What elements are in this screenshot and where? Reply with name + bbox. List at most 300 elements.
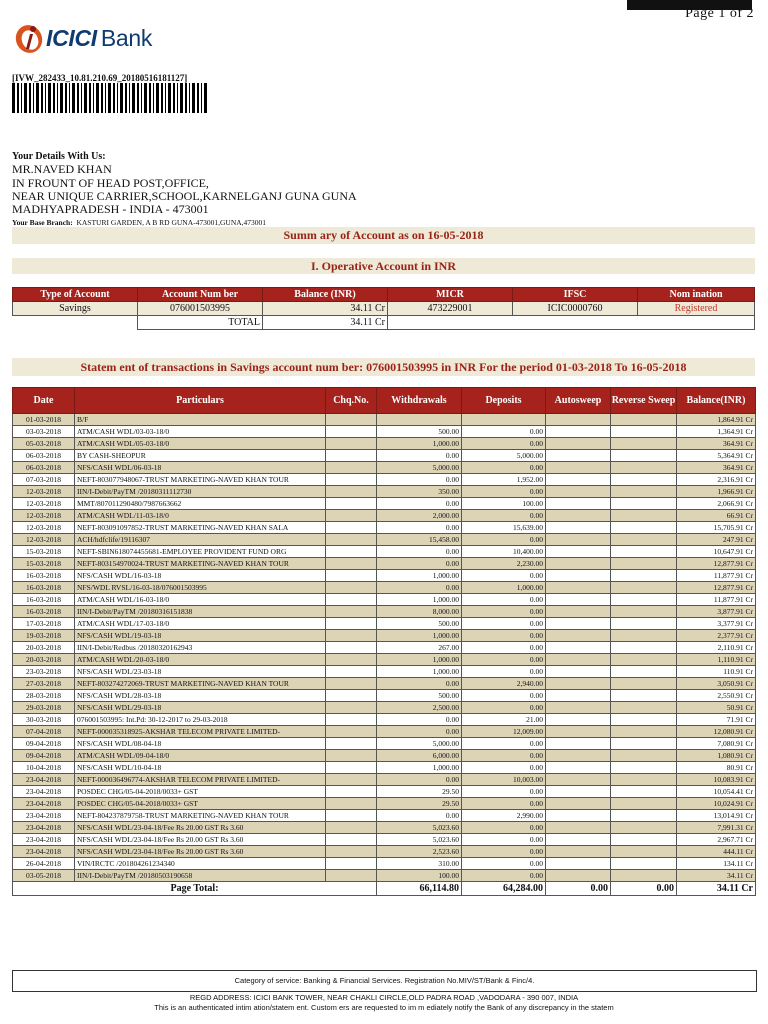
- tx-autosweep: [546, 810, 611, 822]
- tx-particulars: NFS/CASH WDL/16-03-18: [75, 570, 326, 582]
- page-total-balance: 34.11 Cr: [677, 882, 756, 896]
- account-total-label: TOTAL: [138, 316, 263, 330]
- tx-header-chq: Chq.No.: [326, 388, 377, 414]
- tx-withdrawal: 0.00: [377, 558, 462, 570]
- tx-chq: [326, 546, 377, 558]
- base-branch-label: Your Base Branch:: [12, 218, 73, 228]
- tx-withdrawal: 1,000.00: [377, 630, 462, 642]
- tx-autosweep: [546, 498, 611, 510]
- customer-address-line-1: IN FROUNT OF HEAD POST,OFFICE,: [12, 175, 209, 190]
- tx-balance: 1,110.91 Cr: [677, 654, 756, 666]
- tx-reverse-sweep: [611, 858, 677, 870]
- tx-chq: [326, 570, 377, 582]
- tx-particulars: ATM/CASH WDL/17-03-18/0: [75, 618, 326, 630]
- tx-particulars: NFS/WDL RVSL/16-03-18/076001503995: [75, 582, 326, 594]
- barcode-bar: [137, 83, 139, 113]
- account-nomination: Registered: [638, 302, 755, 316]
- barcode-bar: [180, 83, 183, 113]
- tx-chq: [326, 714, 377, 726]
- tx-particulars: VIN/IRCTC /201804261234340: [75, 858, 326, 870]
- tx-date: 20-03-2018: [13, 642, 75, 654]
- barcode-bar: [108, 83, 111, 113]
- account-header-cell: IFSC: [513, 288, 638, 302]
- tx-balance: 12,877.91 Cr: [677, 558, 756, 570]
- account-total-row: [13, 316, 755, 330]
- tx-particulars: NFS/CASH WDL/19-03-18: [75, 630, 326, 642]
- tx-particulars: NFS/CASH WDL/10-04-18: [75, 762, 326, 774]
- table-row: [13, 690, 756, 702]
- tx-particulars: ATM/CASH WDL/16-03-18/0: [75, 594, 326, 606]
- tx-reverse-sweep: [611, 762, 677, 774]
- tx-reverse-sweep: [611, 666, 677, 678]
- tx-deposit: 0.00: [462, 594, 546, 606]
- tx-particulars: NEFT-803154970024-TRUST MARKETING-NAVED KHAN TOUR: [75, 558, 326, 570]
- tx-date: 27-03-2018: [13, 678, 75, 690]
- tx-chq: [326, 534, 377, 546]
- tx-reverse-sweep: [611, 630, 677, 642]
- tx-particulars: NFS/CASH WDL/23-03-18: [75, 666, 326, 678]
- tx-reverse-sweep: [611, 474, 677, 486]
- tx-deposit: 2,990.00: [462, 810, 546, 822]
- tx-reverse-sweep: [611, 810, 677, 822]
- tx-autosweep: [546, 666, 611, 678]
- tx-withdrawal: 5,023.60: [377, 822, 462, 834]
- tx-withdrawal: 8,000.00: [377, 606, 462, 618]
- tx-autosweep: [546, 534, 611, 546]
- tx-chq: [326, 786, 377, 798]
- tx-autosweep: [546, 678, 611, 690]
- barcode-bar: [185, 83, 187, 113]
- tx-deposit: 0.00: [462, 834, 546, 846]
- tx-chq: [326, 858, 377, 870]
- table-row: [13, 750, 756, 762]
- tx-withdrawal: 5,000.00: [377, 738, 462, 750]
- tx-particulars: POSDEC CHG/05-04-2018/0033+ GST: [75, 798, 326, 810]
- table-row: [13, 486, 756, 498]
- tx-date: 07-03-2018: [13, 474, 75, 486]
- table-row: [13, 738, 756, 750]
- tx-deposit: 0.00: [462, 870, 546, 882]
- tx-balance: 10,647.91 Cr: [677, 546, 756, 558]
- tx-deposit: 0.00: [462, 618, 546, 630]
- tx-withdrawal: 0.00: [377, 450, 462, 462]
- tx-autosweep: [546, 702, 611, 714]
- barcode-bar: [173, 83, 175, 113]
- tx-date: 15-03-2018: [13, 546, 75, 558]
- tx-deposit: 1,000.00: [462, 582, 546, 594]
- tx-header-deposits: Deposits: [462, 388, 546, 414]
- tx-date: 12-03-2018: [13, 498, 75, 510]
- tx-balance: 2,316.91 Cr: [677, 474, 756, 486]
- table-row: [13, 534, 756, 546]
- tx-reverse-sweep: [611, 870, 677, 882]
- tx-chq: [326, 870, 377, 882]
- tx-deposit: 0.00: [462, 606, 546, 618]
- tx-balance: 2,110.91 Cr: [677, 642, 756, 654]
- tx-reverse-sweep: [611, 570, 677, 582]
- tx-particulars: NFS/CASH WDL/23-04-18/Fee Rs 20.00 GST Rs 3.60: [75, 822, 326, 834]
- tx-withdrawal: 0.00: [377, 522, 462, 534]
- tx-particulars: ATM/CASH WDL/05-03-18/0: [75, 438, 326, 450]
- barcode-bar: [48, 83, 51, 113]
- tx-autosweep: [546, 558, 611, 570]
- tx-particulars: NEFT-803077948067-TRUST MARKETING-NAVED KHAN TOUR: [75, 474, 326, 486]
- tx-reverse-sweep: [611, 618, 677, 630]
- tx-chq: [326, 846, 377, 858]
- tx-deposit: 15,639.00: [462, 522, 546, 534]
- tx-chq: [326, 726, 377, 738]
- tx-header-date: Date: [13, 388, 75, 414]
- tx-date: 23-04-2018: [13, 846, 75, 858]
- tx-autosweep: [546, 774, 611, 786]
- table-row: [13, 498, 756, 510]
- tx-balance: 2,550.91 Cr: [677, 690, 756, 702]
- account-header-cell: MICR: [388, 288, 513, 302]
- tx-reverse-sweep: [611, 834, 677, 846]
- tx-reverse-sweep: [611, 522, 677, 534]
- tx-chq: [326, 810, 377, 822]
- tx-date: 10-04-2018: [13, 762, 75, 774]
- barcode-bar: [81, 83, 82, 113]
- tx-withdrawal: 0.00: [377, 678, 462, 690]
- tx-deposit: 0.00: [462, 510, 546, 522]
- tx-date: 16-03-2018: [13, 570, 75, 582]
- tx-balance: 80.91 Cr: [677, 762, 756, 774]
- tx-particulars: NEFT-000036496774-AKSHAR TELECOM PRIVATE LIMITED-: [75, 774, 326, 786]
- tx-withdrawal: 0.00: [377, 714, 462, 726]
- tx-particulars: NFS/CASH WDL/06-03-18: [75, 462, 326, 474]
- tx-autosweep: [546, 846, 611, 858]
- tx-chq: [326, 750, 377, 762]
- tx-autosweep: [546, 858, 611, 870]
- tx-deposit: 0.00: [462, 690, 546, 702]
- tx-balance: 247.91 Cr: [677, 534, 756, 546]
- barcode-bar: [60, 83, 63, 113]
- tx-balance: 10,054.41 Cr: [677, 786, 756, 798]
- tx-balance: 364.91 Cr: [677, 462, 756, 474]
- account-total-value: 34.11 Cr: [263, 316, 388, 330]
- barcode-bar: [57, 83, 58, 113]
- tx-deposit: 0.00: [462, 750, 546, 762]
- transactions-body: [13, 414, 756, 896]
- account-header-cell: Nom ination: [638, 288, 755, 302]
- tx-autosweep: [546, 618, 611, 630]
- tx-header-particulars: Particulars: [75, 388, 326, 414]
- customer-name: MR.NAVED KHAN: [12, 162, 112, 177]
- account-row: [13, 302, 755, 316]
- tx-deposit: 0.00: [462, 798, 546, 810]
- tx-withdrawal: 310.00: [377, 858, 462, 870]
- tx-deposit: 0.00: [462, 786, 546, 798]
- tx-autosweep: [546, 474, 611, 486]
- tx-reverse-sweep: [611, 510, 677, 522]
- tx-autosweep: [546, 870, 611, 882]
- table-row: [13, 678, 756, 690]
- tx-deposit: 0.00: [462, 486, 546, 498]
- tx-deposit: 0.00: [462, 738, 546, 750]
- barcode-bar: [69, 83, 70, 113]
- tx-particulars: NFS/CASH WDL/29-03-18: [75, 702, 326, 714]
- transactions-table: [12, 387, 756, 896]
- tx-chq: [326, 510, 377, 522]
- tx-chq: [326, 642, 377, 654]
- tx-deposit: 10,400.00: [462, 546, 546, 558]
- tx-withdrawal: 267.00: [377, 642, 462, 654]
- tx-reverse-sweep: [611, 558, 677, 570]
- table-row: [13, 582, 756, 594]
- tx-reverse-sweep: [611, 594, 677, 606]
- table-row: [13, 858, 756, 870]
- account-summary-table: [12, 287, 755, 330]
- tx-date: 16-03-2018: [13, 582, 75, 594]
- tx-date: 01-03-2018: [13, 414, 75, 426]
- tx-reverse-sweep: [611, 426, 677, 438]
- tx-reverse-sweep: [611, 582, 677, 594]
- tx-reverse-sweep: [611, 486, 677, 498]
- tx-balance: 66.91 Cr: [677, 510, 756, 522]
- tx-balance: 5,364.91 Cr: [677, 450, 756, 462]
- table-row: [13, 714, 756, 726]
- tx-balance: 15,705.91 Cr: [677, 522, 756, 534]
- page-total-deposits: 64,284.00: [462, 882, 546, 896]
- tx-reverse-sweep: [611, 786, 677, 798]
- table-row: [13, 666, 756, 678]
- account-ifsc: ICIC0000760: [513, 302, 638, 316]
- tx-deposit: 12,009.00: [462, 726, 546, 738]
- tx-chq: [326, 522, 377, 534]
- tx-chq: [326, 606, 377, 618]
- tx-withdrawal: 5,023.60: [377, 834, 462, 846]
- tx-date: 09-04-2018: [13, 738, 75, 750]
- details-label: Your Details With Us:: [12, 151, 106, 162]
- footer-category: Category of service: Banking & Financial Services. Registration No.MIV/ST/Bank & Finc/4.: [12, 970, 757, 992]
- tx-reverse-sweep: [611, 822, 677, 834]
- tx-reverse-sweep: [611, 750, 677, 762]
- tx-deposit: [462, 414, 546, 426]
- tx-reverse-sweep: [611, 606, 677, 618]
- tx-particulars: NFS/CASH WDL/23-04-18/Fee Rs 20.00 GST Rs 3.60: [75, 834, 326, 846]
- tx-particulars: ACH/hdfclife/19116307: [75, 534, 326, 546]
- tx-chq: [326, 438, 377, 450]
- tx-particulars: ATM/CASH WDL/03-03-18/0: [75, 426, 326, 438]
- tx-header-reverse-sweep: Reverse Sweep: [611, 388, 677, 414]
- tx-reverse-sweep: [611, 690, 677, 702]
- barcode-bar: [24, 83, 27, 113]
- tx-particulars: IIN/I-Debit/Redbus /20180320162943: [75, 642, 326, 654]
- tx-autosweep: [546, 714, 611, 726]
- tx-reverse-sweep: [611, 846, 677, 858]
- page-total-withdrawals: 66,114.80: [377, 882, 462, 896]
- tx-balance: 1,080.91 Cr: [677, 750, 756, 762]
- tx-chq: [326, 582, 377, 594]
- tx-date: 23-04-2018: [13, 798, 75, 810]
- account-header-cell: Account Num ber: [138, 288, 263, 302]
- customer-details: [12, 150, 357, 230]
- footer-regd-address: REGD ADDRESS: ICICI BANK TOWER, NEAR CHAKLI CIRCLE,OLD PADRA ROAD ,VADODARA - 390 007, INDIA: [189, 993, 579, 1002]
- barcode-bar: [177, 83, 178, 113]
- table-row: [13, 438, 756, 450]
- tx-balance: 13,014.91 Cr: [677, 810, 756, 822]
- tx-particulars: POSDEC CHG/05-04-2018/0033+ GST: [75, 786, 326, 798]
- tx-deposit: 0.00: [462, 462, 546, 474]
- tx-withdrawal: 1,000.00: [377, 594, 462, 606]
- tx-chq: [326, 798, 377, 810]
- tx-chq: [326, 702, 377, 714]
- table-row: [13, 594, 756, 606]
- statement-title: Statem ent of transactions in Savings account num ber: 076001503995 in INR For the period 01-03-2018 To 16-05-2018: [12, 358, 755, 376]
- table-row: [13, 846, 756, 858]
- page-total-row: [13, 882, 756, 896]
- tx-date: 16-03-2018: [13, 606, 75, 618]
- tx-chq: [326, 558, 377, 570]
- tx-balance: 1,864.91 Cr: [677, 414, 756, 426]
- tx-deposit: 0.00: [462, 570, 546, 582]
- barcode-bar: [156, 83, 159, 113]
- tx-date: 12-03-2018: [13, 522, 75, 534]
- barcode-bar: [33, 83, 34, 113]
- tx-particulars: ATM/CASH WDL/20-03-18/0: [75, 654, 326, 666]
- account-header-cell: Balance (INR): [263, 288, 388, 302]
- tx-reverse-sweep: [611, 702, 677, 714]
- tx-deposit: 0.00: [462, 438, 546, 450]
- tx-balance: 3,877.91 Cr: [677, 606, 756, 618]
- tx-header-withdrawals: Withdrawals: [377, 388, 462, 414]
- tx-header-autosweep: Autosweep: [546, 388, 611, 414]
- tx-chq: [326, 426, 377, 438]
- tx-deposit: 2,230.00: [462, 558, 546, 570]
- barcode-bar: [161, 83, 163, 113]
- account-header-cell: Type of Account: [13, 288, 138, 302]
- tx-particulars: ATM/CASH WDL/11-03-18/0: [75, 510, 326, 522]
- barcode-bar: [101, 83, 103, 113]
- section-title: I. Operative Account in INR: [12, 258, 755, 274]
- table-row: [13, 702, 756, 714]
- tx-reverse-sweep: [611, 438, 677, 450]
- tx-deposit: 0.00: [462, 426, 546, 438]
- tx-date: 03-03-2018: [13, 426, 75, 438]
- tx-autosweep: [546, 522, 611, 534]
- tx-particulars: NEFT-000035318925-AKSHAR TELECOM PRIVATE LIMITED-: [75, 726, 326, 738]
- tx-chq: [326, 594, 377, 606]
- tx-date: 09-04-2018: [13, 750, 75, 762]
- tx-withdrawal: 29.50: [377, 798, 462, 810]
- tx-chq: [326, 462, 377, 474]
- tx-autosweep: [546, 642, 611, 654]
- barcode-bar: [132, 83, 135, 113]
- tx-autosweep: [546, 570, 611, 582]
- tx-reverse-sweep: [611, 450, 677, 462]
- tx-reverse-sweep: [611, 546, 677, 558]
- tx-withdrawal: 1,000.00: [377, 438, 462, 450]
- barcode-bar: [192, 83, 195, 113]
- tx-autosweep: [546, 750, 611, 762]
- table-row: [13, 786, 756, 798]
- tx-date: 30-03-2018: [13, 714, 75, 726]
- table-row: [13, 522, 756, 534]
- barcode-bar: [77, 83, 79, 113]
- tx-chq: [326, 414, 377, 426]
- table-row: [13, 546, 756, 558]
- barcode-bar: [96, 83, 99, 113]
- tx-withdrawal: 15,458.00: [377, 534, 462, 546]
- tx-date: 12-03-2018: [13, 510, 75, 522]
- summary-title: Summ ary of Account as on 16-05-2018: [12, 227, 755, 244]
- tx-balance: 110.91 Cr: [677, 666, 756, 678]
- tx-balance: 11,877.91 Cr: [677, 570, 756, 582]
- tx-deposit: 0.00: [462, 858, 546, 870]
- barcode-bar: [165, 83, 166, 113]
- tx-chq: [326, 762, 377, 774]
- tx-withdrawal: 500.00: [377, 618, 462, 630]
- tx-withdrawal: 350.00: [377, 486, 462, 498]
- tx-particulars: NEFT-803274272069-TRUST MARKETING-NAVED KHAN TOUR: [75, 678, 326, 690]
- tx-deposit: 0.00: [462, 534, 546, 546]
- tx-date: 29-03-2018: [13, 702, 75, 714]
- tx-balance: 34.11 Cr: [677, 870, 756, 882]
- tx-deposit: 100.00: [462, 498, 546, 510]
- tx-autosweep: [546, 654, 611, 666]
- tx-withdrawal: 1,000.00: [377, 654, 462, 666]
- tx-particulars: B/F: [75, 414, 326, 426]
- tx-autosweep: [546, 462, 611, 474]
- barcode-bar: [204, 83, 207, 113]
- barcode-bar: [201, 83, 202, 113]
- tx-balance: 3,377.91 Cr: [677, 618, 756, 630]
- tx-chq: [326, 498, 377, 510]
- table-row: [13, 774, 756, 786]
- page-total-autosweep: 0.00: [546, 882, 611, 896]
- tx-date: 07-04-2018: [13, 726, 75, 738]
- tx-reverse-sweep: [611, 798, 677, 810]
- tx-autosweep: [546, 630, 611, 642]
- barcode-bar: [144, 83, 147, 113]
- table-row: [13, 570, 756, 582]
- tx-withdrawal: 0.00: [377, 546, 462, 558]
- tx-chq: [326, 654, 377, 666]
- tx-deposit: 5,000.00: [462, 450, 546, 462]
- barcode-bar: [113, 83, 115, 113]
- tx-withdrawal: 2,523.60: [377, 846, 462, 858]
- tx-date: 12-03-2018: [13, 534, 75, 546]
- barcode-bar: [197, 83, 199, 113]
- tx-balance: 2,066.91 Cr: [677, 498, 756, 510]
- tx-autosweep: [546, 690, 611, 702]
- tx-particulars: BY CASH-SHEOPUR: [75, 450, 326, 462]
- tx-autosweep: [546, 738, 611, 750]
- tx-balance: 444.11 Cr: [677, 846, 756, 858]
- tx-autosweep: [546, 450, 611, 462]
- logo-word: Bank: [100, 24, 153, 51]
- tx-balance: 364.91 Cr: [677, 438, 756, 450]
- barcode-bar: [168, 83, 171, 113]
- table-row: [13, 450, 756, 462]
- tx-particulars: IIN/I-Debit/PayTM /20180311112730: [75, 486, 326, 498]
- logo-brand: ICICI: [46, 24, 97, 51]
- barcode-bar: [153, 83, 154, 113]
- tx-date: 16-03-2018: [13, 594, 75, 606]
- tx-particulars: NFS/CASH WDL/28-03-18: [75, 690, 326, 702]
- page-total-reverse-sweep: 0.00: [611, 882, 677, 896]
- tx-autosweep: [546, 606, 611, 618]
- tx-autosweep: [546, 582, 611, 594]
- tx-withdrawal: 100.00: [377, 870, 462, 882]
- tx-date: 03-05-2018: [13, 870, 75, 882]
- tx-balance: 1,364.91 Cr: [677, 426, 756, 438]
- tx-particulars: NEFT-804237879758-TRUST MARKETING-NAVED KHAN TOUR: [75, 810, 326, 822]
- tx-date: 23-03-2018: [13, 666, 75, 678]
- tx-balance: 3,050.91 Cr: [677, 678, 756, 690]
- tx-balance: 10,083.91 Cr: [677, 774, 756, 786]
